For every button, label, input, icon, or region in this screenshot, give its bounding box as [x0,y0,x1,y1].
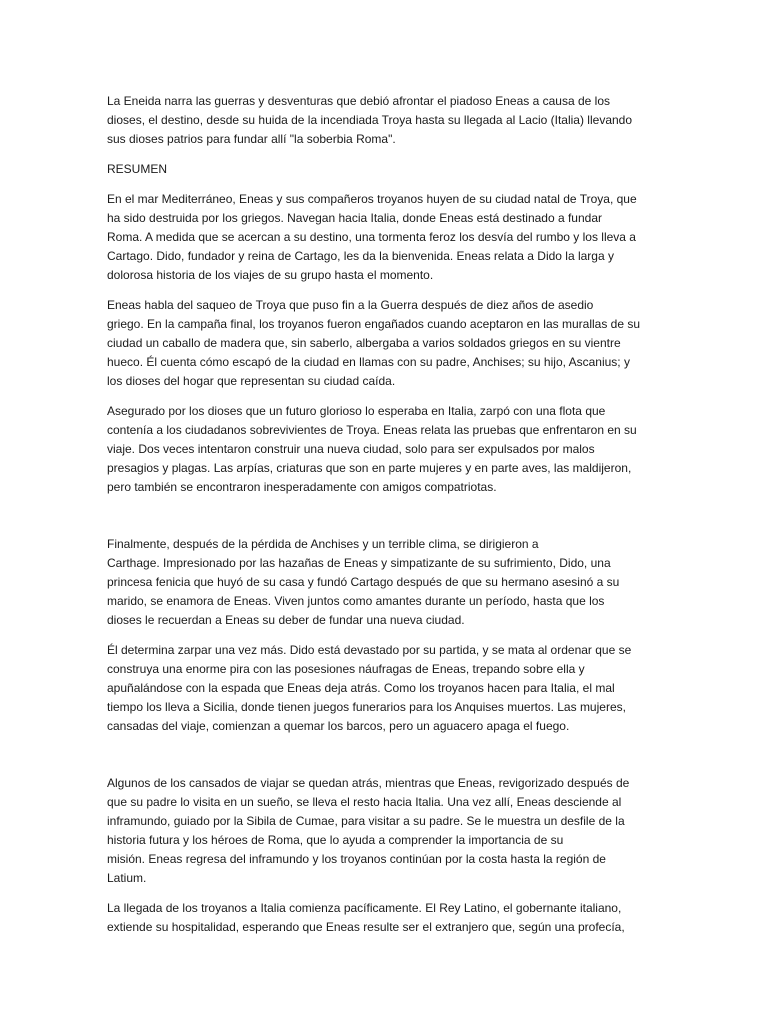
text-line: marido, se enamora de Eneas. Viven juntos como amantes durante un período, hasta que los [107,594,605,608]
text-line: apuñalándose con la espada que Eneas deja atrás. Como los troyanos hacen para Italia, el mal [107,681,615,695]
paragraph [107,190,667,285]
paragraph-spacer [107,747,667,774]
text-line: La llegada de los troyanos a Italia comienza pacíficamente. El Rey Latino, el gobernante italiano, [107,901,622,915]
text-line: Algunos de los cansados de viajar se quedan atrás, mientras que Eneas, revigorizado después de [107,776,630,790]
text-line: ciudad un caballo de madera que, sin saberlo, albergaba a varios soldados griegos en su vientre [107,336,621,350]
text-line: los dioses del hogar que representan su ciudad caída. [107,374,396,388]
text-line: hueco. Él cuenta cómo escapó de la ciudad en llamas con su padre, Anchises; su hijo, Ascanius; y [107,355,630,369]
text-line: dioses, el destino, desde su huida de la incendiada Troya hasta su llegada al Lacio (Italia) llevando [107,113,633,127]
text-line: que su padre lo visita en un sueño, se lleva el resto hacia Italia. Una vez allí, Eneas desciende al [107,795,622,809]
text-line: RESUMEN [107,162,168,176]
text-line: inframundo, guiado por la Sibila de Cumae, para visitar a su padre. Se le muestra un desfile de la [107,814,625,828]
text-line: misión. Eneas regresa del inframundo y los troyanos continúan por la costa hasta la región de [107,852,606,866]
text-line: dioses le recuerdan a Eneas su deber de fundar una nueva ciudad. [107,613,465,627]
text-line: Carthage. Impresionado por las hazañas de Eneas y simpatizante de su sufrimiento, Dido, una [107,556,611,570]
text-line: presagios y plagas. Las arpías, criaturas que son en parte mujeres y en parte aves, las maldijeron, [107,461,632,475]
text-line: La Eneida narra las guerras y desventuras que debió afrontar el piadoso Eneas a causa de los [107,94,610,108]
text-line: construya una enorme pira con las posesiones náufragas de Eneas, trepando sobre ella y [107,662,585,676]
text-line: sus dioses patrios para fundar allí "la soberbia Roma". [107,132,396,146]
text-line: cansadas del viaje, comienzan a quemar los barcos, pero un aguacero apaga el fuego. [107,719,570,733]
text-line: dolorosa historia de los viajes de su grupo hasta el momento. [107,268,434,282]
text-line: Él determina zarpar una vez más. Dido está devastado por su partida, y se mata al ordenar que se [107,643,632,657]
paragraph [107,402,667,497]
document-body [107,92,667,948]
text-line: Latium. [107,871,147,885]
text-line: princesa fenicia que huyó de su casa y fundó Cartago después de que su hermano asesinó a su [107,575,620,589]
text-line: griego. En la campaña final, los troyanos fueron engañados cuando aceptaron en las murallas de su [107,317,641,331]
text-line: ha sido destruida por los griegos. Navegan hacia Italia, donde Eneas está destinado a fundar [107,211,602,225]
text-line: Asegurado por los dioses que un futuro glorioso lo esperaba en Italia, zarpó con una flota que [107,404,606,418]
paragraph [107,92,667,149]
paragraph [107,641,667,736]
text-line: Finalmente, después de la pérdida de Anchises y un terrible clima, se dirigieron a [107,537,539,551]
text-line: contenía a los ciudadanos sobrevivientes de Troya. Eneas relata las pruebas que enfrentaron en su [107,423,637,437]
paragraph [107,899,667,937]
paragraph [107,774,667,888]
text-line: viaje. Dos veces intentaron construir una nueva ciudad, solo para ser expulsados por malos [107,442,595,456]
text-line: Roma. A medida que se acercan a su destino, una tormenta feroz los desvía del rumbo y los lleva a [107,230,636,244]
paragraph [107,535,667,630]
text-line: pero también se encontraron inesperadamente con amigos compatriotas. [107,480,497,494]
text-line: historia futura y los héroes de Roma, que lo ayuda a comprender la importancia de su [107,833,564,847]
text-line: Eneas habla del saqueo de Troya que puso fin a la Guerra después de diez años de asedio [107,298,594,312]
text-line: tiempo los lleva a Sicilia, donde tienen juegos funerarios para los Anquises muertos. Las mujeres, [107,700,626,714]
paragraph [107,296,667,391]
text-line: En el mar Mediterráneo, Eneas y sus compañeros troyanos huyen de su ciudad natal de Troya, que [107,192,637,206]
text-line: extiende su hospitalidad, esperando que Eneas resulte ser el extranjero que, según una profecía, [107,920,625,934]
section-heading [107,160,667,179]
paragraph-spacer [107,508,667,535]
text-line: Cartago. Dido, fundador y reina de Cartago, les da la bienvenida. Eneas relata a Dido la larga y [107,249,614,263]
